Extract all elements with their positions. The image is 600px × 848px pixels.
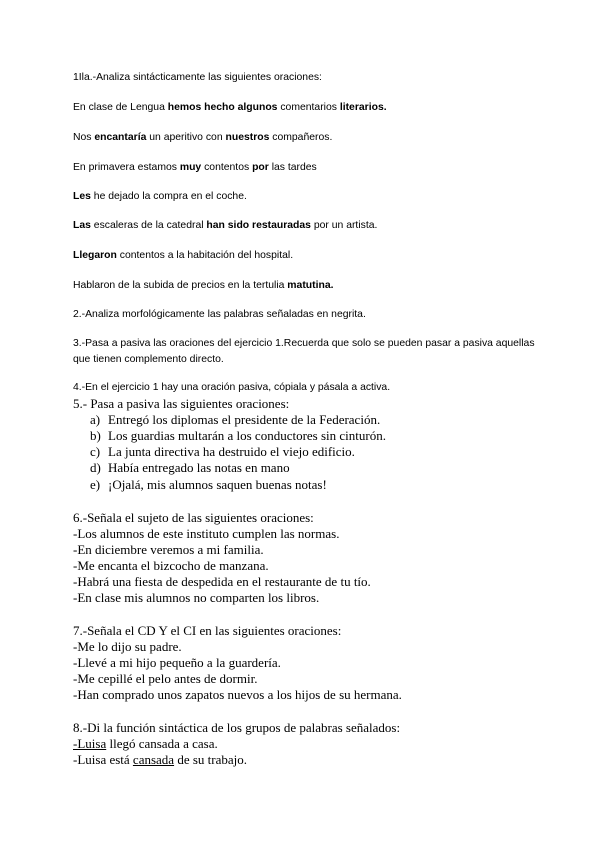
text: En primavera estamos <box>73 162 180 173</box>
bold-text: Las <box>73 220 91 231</box>
sentence-3 <box>73 162 317 173</box>
exercise-6-line: -Habrá una fiesta de despedida en el restaurante de tu tío. <box>73 574 371 589</box>
text: contentos <box>201 162 253 173</box>
sentence-5 <box>73 220 377 231</box>
exercise-6-title: 6.-Señala el sujeto de las siguientes oraciones: <box>73 510 314 525</box>
bold-text: Llegaron <box>73 250 117 261</box>
sentence-1 <box>73 102 387 113</box>
item-label: b) <box>90 428 101 443</box>
text: de su trabajo. <box>174 752 247 767</box>
item-text: ¡Ojalá, mis alumnos saquen buenas notas! <box>108 477 327 492</box>
text: -Luisa está <box>73 752 133 767</box>
text: llegó cansada a casa. <box>106 736 218 751</box>
underlined-text: -Luisa <box>73 736 107 751</box>
item-label: c) <box>90 444 101 459</box>
exercise-7-title: 7.-Señala el CD Y el CI en las siguientes oraciones: <box>73 623 342 638</box>
text: comentarios <box>277 102 340 113</box>
exercise-1-title: 1Ila.-Analiza sintácticamente las siguientes oraciones: <box>73 72 322 83</box>
item-label: e) <box>90 477 101 492</box>
exercise-5-item <box>90 428 386 444</box>
bold-text: hemos hecho algunos <box>167 102 278 113</box>
exercise-7-line: -Me lo dijo su padre. <box>73 639 182 654</box>
text: Nos <box>73 132 95 143</box>
bold-text: muy <box>179 162 202 173</box>
text: por un artista. <box>310 220 378 231</box>
sentence-2 <box>73 132 332 143</box>
underlined-text: cansada <box>132 752 175 767</box>
item-text: Entregó los diplomas el presidente de la Federación. <box>108 412 381 427</box>
item-text: La junta directiva ha destruido el viejo edificio. <box>108 444 355 459</box>
text: Hablaron de la subida de precios en la tertulia <box>73 280 288 291</box>
bold-text: han sido restauradas <box>206 220 311 231</box>
text: las tardes <box>268 162 317 173</box>
exercise-8-line <box>73 736 218 752</box>
exercise-3: 3.-Pasa a pasiva las oraciones del ejercicio 1.Recuerda que solo se pueden pasar a pasiva aquellas que tienen complemento directo. <box>73 338 535 365</box>
exercise-4: 4.-En el ejercicio 1 hay una oración pasiva, cópiala y pásala a activa. <box>73 382 391 393</box>
exercise-6-line: -Me encanta el bizcocho de manzana. <box>73 558 269 573</box>
item-label: d) <box>90 460 101 475</box>
item-text: Había entregado las notas en mano <box>108 460 290 475</box>
text: escaleras de la catedral <box>90 220 207 231</box>
exercise-5-item <box>90 412 380 428</box>
text: En clase de Lengua <box>73 102 168 113</box>
bold-text: encantaría <box>94 132 147 143</box>
exercise-6-line: -En diciembre veremos a mi familia. <box>73 542 264 557</box>
exercise-6-line: -En clase mis alumnos no comparten los libros. <box>73 590 320 605</box>
item-label: a) <box>90 412 101 427</box>
bold-text: Les <box>73 191 91 202</box>
exercise-8-title: 8.-Di la función sintáctica de los grupos de palabras señalados: <box>73 720 401 735</box>
text: he dejado la compra en el coche. <box>90 191 247 202</box>
exercise-5-item <box>90 444 355 460</box>
item-text: Los guardias multarán a los conductores sin cinturón. <box>108 428 386 443</box>
exercise-7-line: -Llevé a mi hijo pequeño a la guardería. <box>73 655 281 670</box>
exercise-8-line <box>73 752 247 768</box>
exercise-7-line: -Han comprado unos zapatos nuevos a los hijos de su hermana. <box>73 687 402 702</box>
exercise-5-item <box>90 477 327 493</box>
sentence-6 <box>73 250 293 261</box>
text: contentos a la habitación del hospital. <box>116 250 294 261</box>
sentence-7 <box>73 280 333 291</box>
bold-text: por <box>252 162 269 173</box>
exercise-5-item <box>90 460 290 476</box>
sentence-4 <box>73 191 247 202</box>
exercise-2: 2.-Analiza morfológicamente las palabras señaladas en negrita. <box>73 309 366 320</box>
bold-text: nuestros <box>225 132 270 143</box>
exercise-7-line: -Me cepillé el pelo antes de dormir. <box>73 671 258 686</box>
text: compañeros. <box>269 132 333 143</box>
text: un aperitivo con <box>146 132 226 143</box>
bold-text: literarios. <box>339 102 387 113</box>
bold-text: matutina. <box>287 280 334 291</box>
exercise-5-title: 5.- Pasa a pasiva las siguientes oraciones: <box>73 396 290 411</box>
exercise-6-line: -Los alumnos de este instituto cumplen las normas. <box>73 526 340 541</box>
